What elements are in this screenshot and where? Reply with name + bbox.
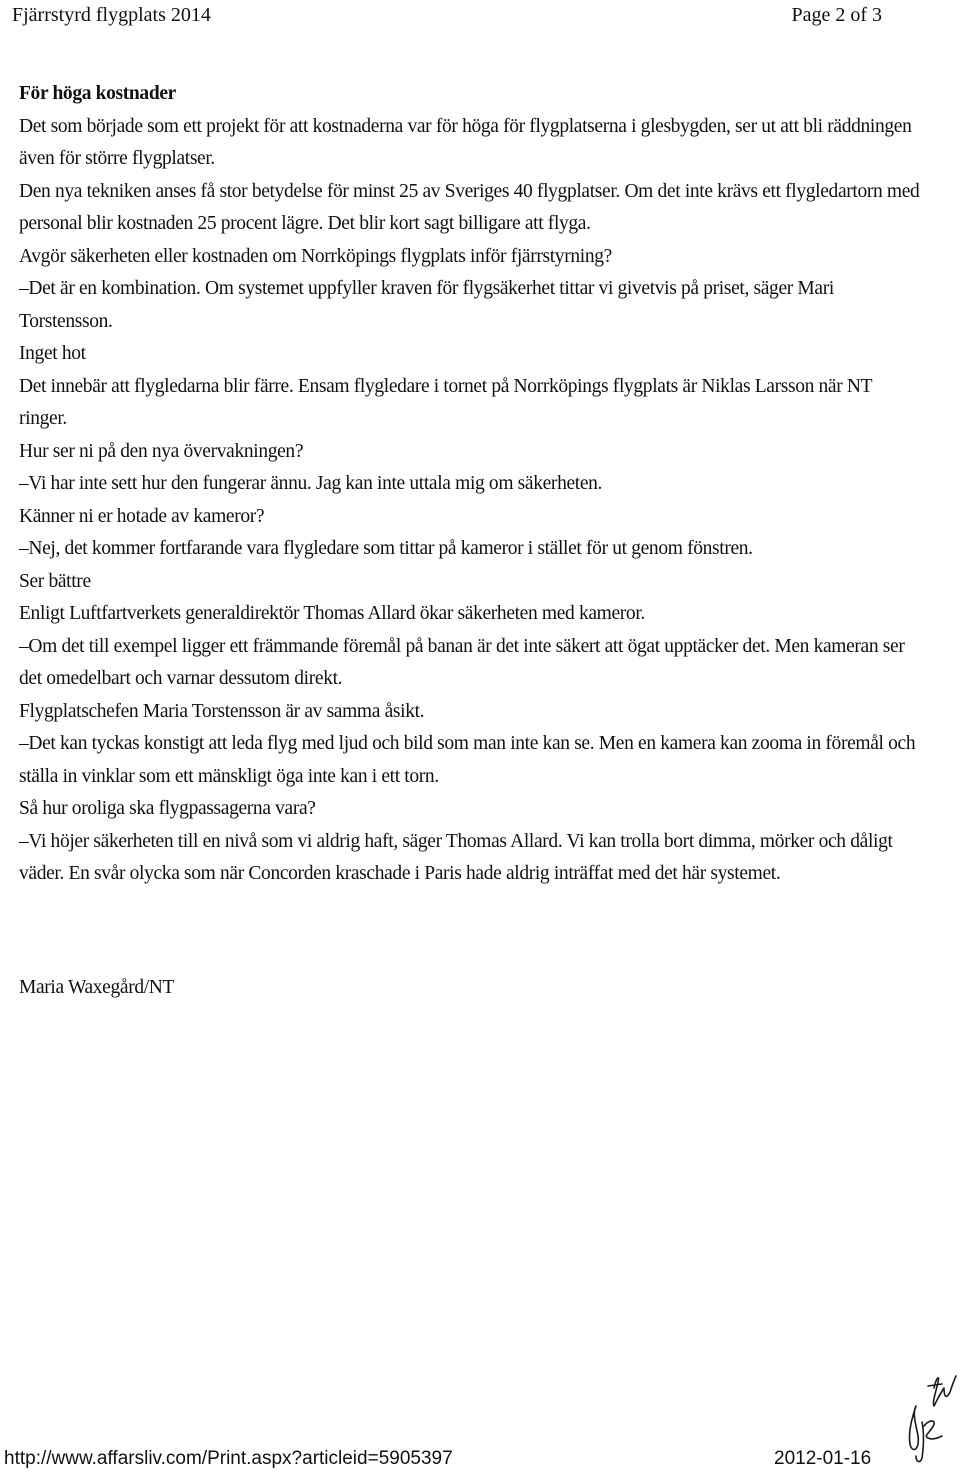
paragraph-4: –Det är en kombination. Om systemet uppfyller kraven för flygsäkerhet tittar vi givetvis på priset, säger Mari Torstensson. [19,278,834,332]
paragraph-13: –Om det till exempel ligger ett främmande föremål på banan är det inte säkert att ögat upptäcker det. Men kameran ser det omedelbart och varnar dessutom direkt. [19,635,905,689]
paragraph-16: Så hur oroliga ska flygpassagerna vara? [19,798,316,819]
paragraph-3: Avgör säkerheten eller kostnaden om Norrköpings flygplats inför fjärrstyrning? [19,245,612,267]
paragraph-9: Känner ni er hotade av kameror? [19,505,265,527]
paragraph-7: Hur ser ni på den nya övervakningen? [19,440,304,462]
section-heading: För höga kostnader [19,83,176,104]
paragraph-12: Enligt Luftfartverkets generaldirektör Thomas Allard ökar säkerheten med kameror. [19,603,645,624]
page-header [0,0,960,30]
paragraph-14: Flygplatschefen Maria Torstensson är av samma åsikt. [19,700,425,722]
paragraph-15: –Det kan tyckas konstigt att leda flyg med ljud och bild som man inte kan se. Men en kamera kan zooma in föremål och ställa in vinklar som ett mänskligt öga inte kan i ett torn. [19,733,916,787]
footer-date: 2012-01-16 [774,1448,872,1469]
paragraph-10: –Nej, det kommer fortfarande vara flygledare som tittar på kameror i stället för ut genom fönstren. [19,538,753,559]
subheading-ser-battre: Ser bättre [19,570,91,592]
paragraph-2: Den nya tekniken anses få stor betydelse för minst 25 av Sveriges 40 flygplatser. Om det inte krävs ett flygledartorn med personal blir kostnaden 25 procent lägre. Det blir kort sagt billigare att flyga. [19,180,920,234]
subheading-inget-hot: Inget hot [19,343,86,364]
page-indicator: Page 2 of 3 [791,4,882,26]
article-body [19,78,924,891]
paragraph-6: Det innebär att flygledarna blir färre. Ensam flygledare i tornet på Norrköpings flygplats är Niklas Larsson när NT ringer. [19,375,872,429]
handwritten-signature-icon [894,1366,958,1466]
footer-url: http://www.affarsliv.com/Print.aspx?articleid=5905397 [4,1448,453,1469]
document-title: Fjärrstyrd flygplats 2014 [12,4,211,26]
paragraph-17: –Vi höjer säkerheten till en nivå som vi aldrig haft, säger Thomas Allard. Vi kan trolla bort dimma, mörker och dåligt väder. En svår olycka som när Concorden kraschade i Paris hade aldrig inträffat med det här systemet. [19,830,893,884]
paragraph-1: Det som började som ett projekt för att kostnaderna var för höga för flygplatserna i glesbygden, ser ut att bli räddningen även för större flygplatser. [19,115,912,169]
paragraph-8: –Vi har inte sett hur den fungerar ännu. Jag kan inte uttala mig om säkerheten. [19,473,603,494]
author-byline: Maria Waxegård/NT [19,977,175,998]
